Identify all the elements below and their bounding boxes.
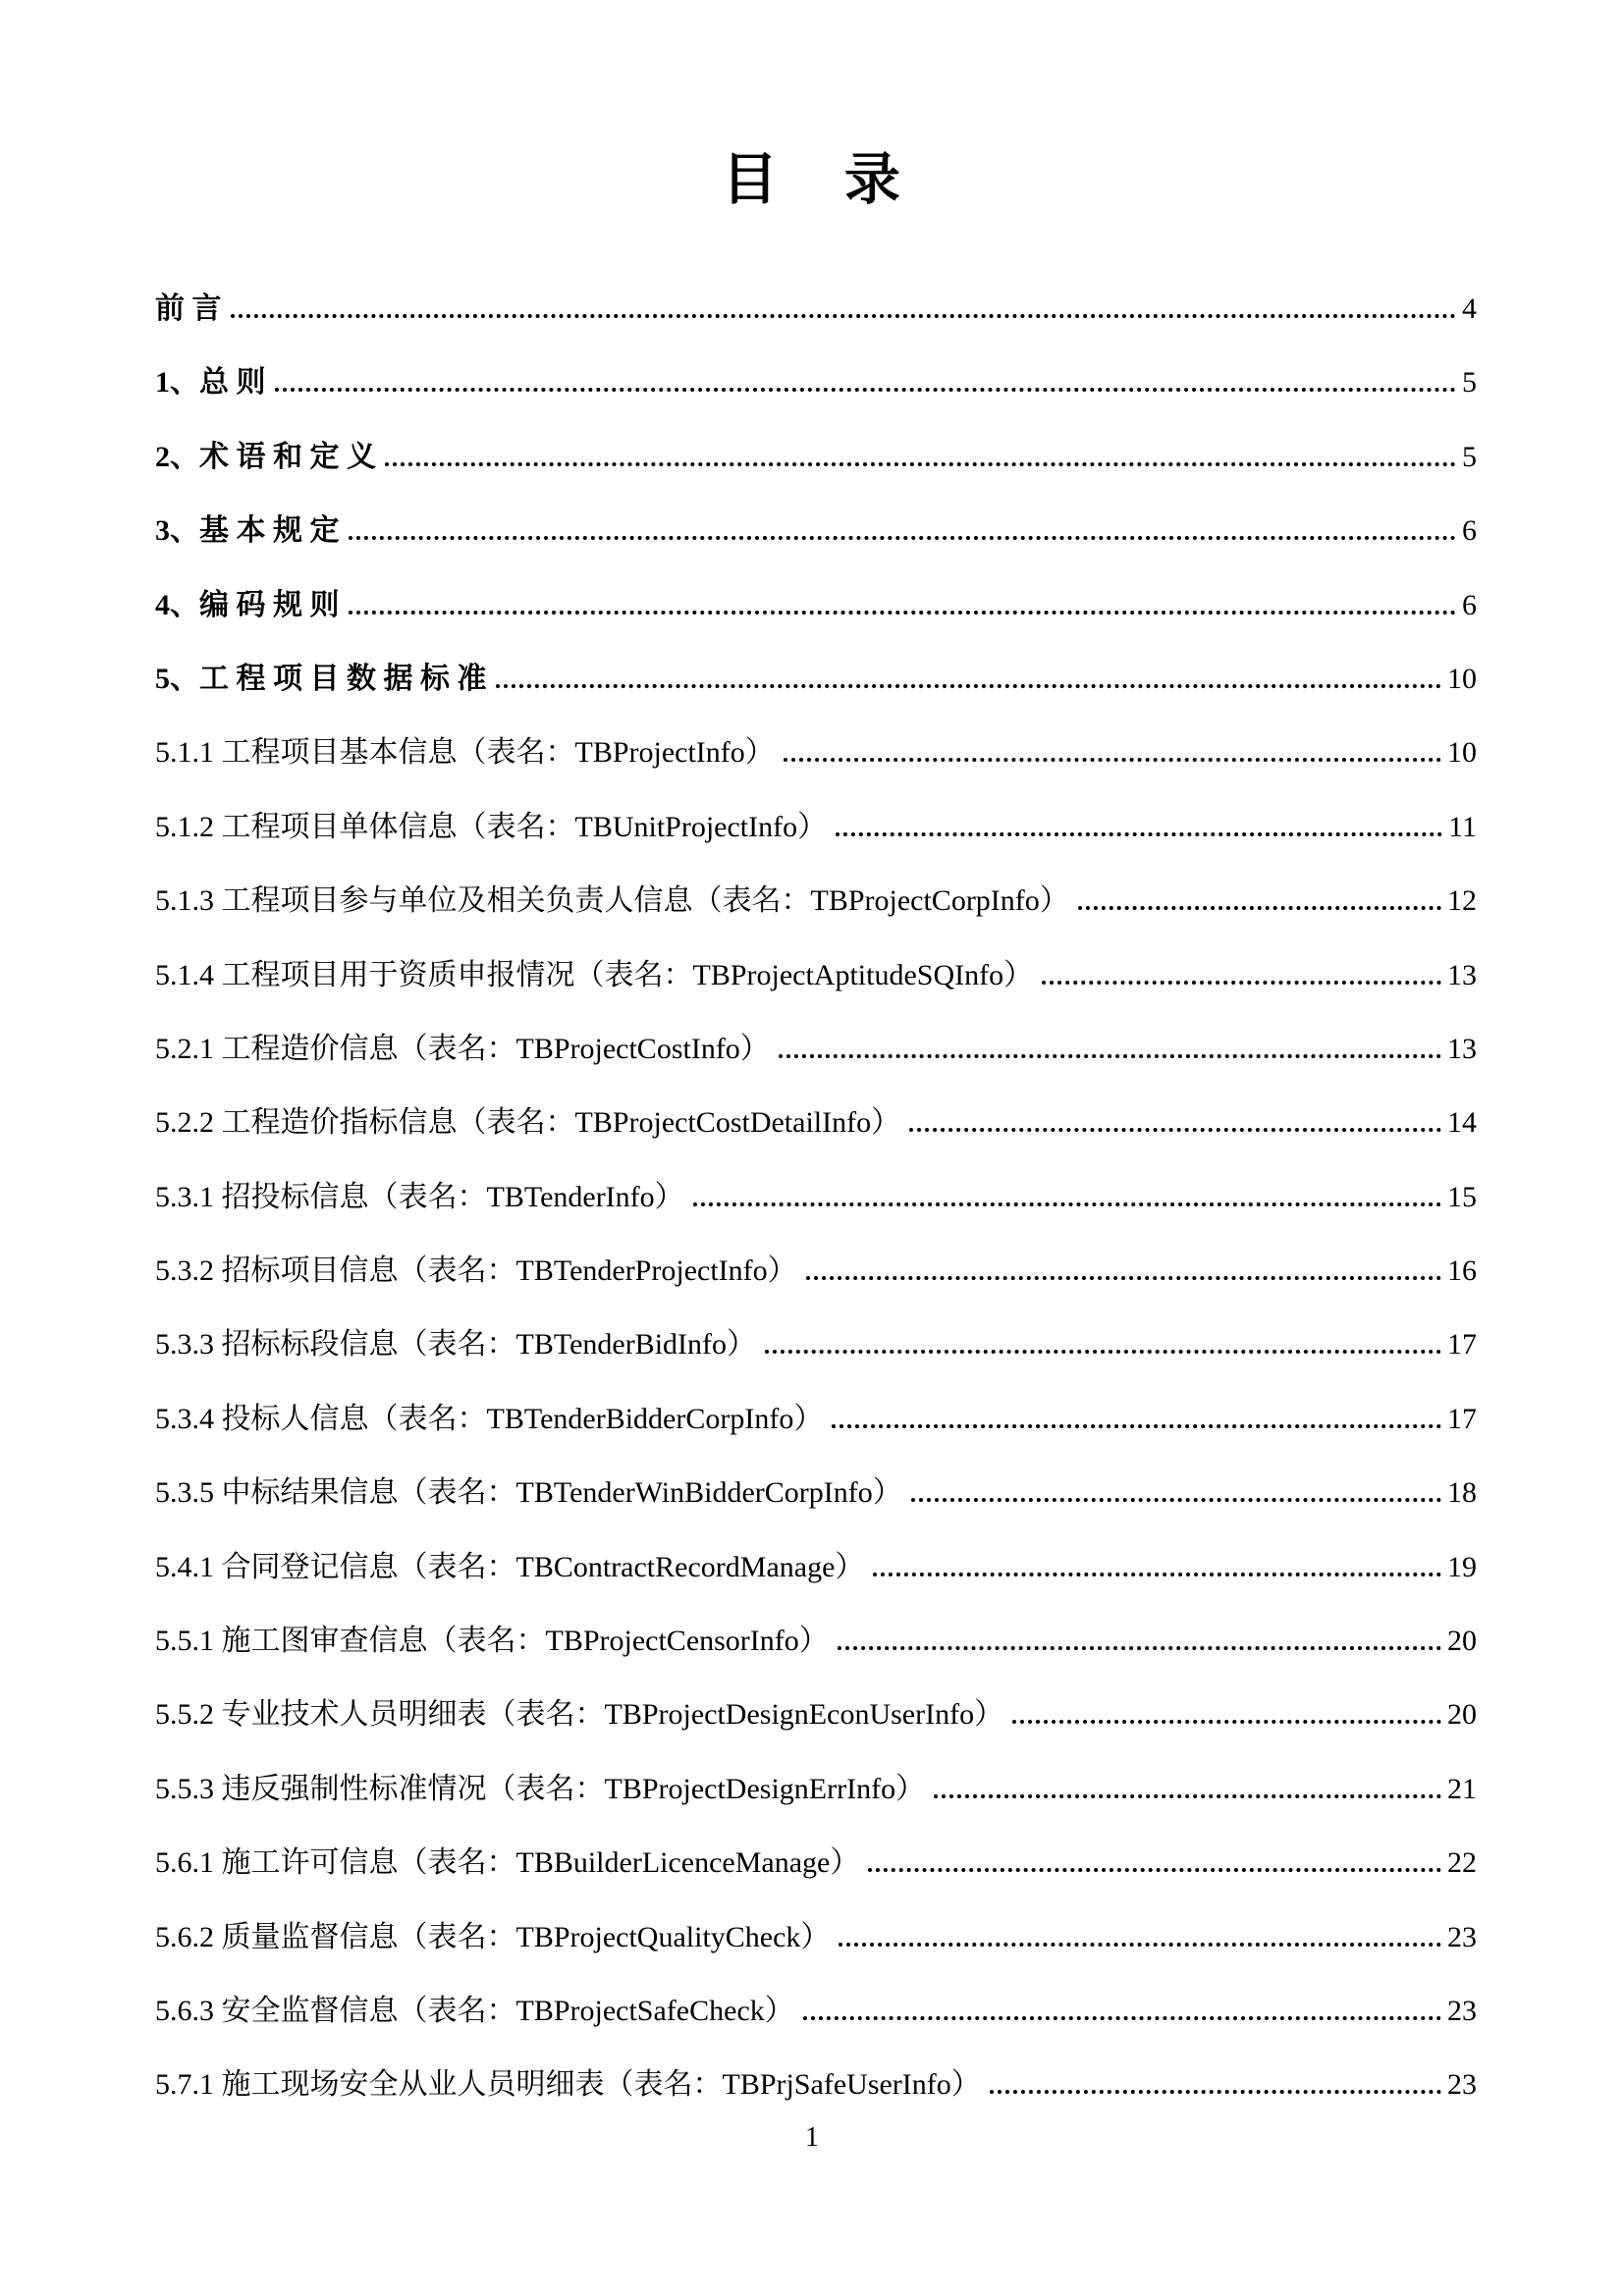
toc-entry-label: 5.3.1 招投标信息（表名：TBTenderInfo） [155, 1180, 684, 1213]
toc-entry[interactable] [155, 1014, 1477, 1088]
toc-entry[interactable] [155, 1088, 1477, 1161]
dot-leader [873, 1569, 1441, 1576]
toc-entry-label: 5.1.2 工程项目单体信息（表名：TBUnitProjectInfo） [155, 810, 828, 843]
toc-entry[interactable] [155, 940, 1477, 1014]
dot-leader [934, 1790, 1441, 1798]
toc-entry[interactable] [155, 1458, 1477, 1531]
toc-entry[interactable] [155, 347, 1477, 421]
toc-entry[interactable] [155, 1236, 1477, 1309]
toc-entry-label: 4、编 码 规 则 [155, 588, 340, 621]
dot-leader [832, 1420, 1441, 1428]
dot-leader [836, 828, 1442, 836]
toc-entry-label: 5.3.5 中标结果信息（表名：TBTenderWinBidderCorpInfo） [155, 1476, 902, 1510]
toc-entry-label: 5.1.1 工程项目基本信息（表名：TBProjectInfo） [155, 736, 775, 770]
toc-entry-label: 5.3.3 招标标段信息（表名：TBTenderBidInfo） [155, 1328, 757, 1362]
toc-entry-page-number: 19 [1447, 1550, 1477, 1583]
dot-leader [839, 1939, 1441, 1947]
table-of-contents [155, 274, 1477, 2124]
toc-entry-label: 5.6.2 质量监督信息（表名：TBProjectQualityCheck） [155, 1920, 831, 1953]
toc-entry-page-number: 13 [1447, 1032, 1477, 1065]
dot-leader [868, 1864, 1441, 1872]
toc-entry-page-number: 21 [1447, 1772, 1477, 1805]
dot-leader [231, 310, 1457, 318]
toc-entry-page-number: 15 [1447, 1180, 1477, 1213]
toc-entry-label: 5.6.1 施工许可信息（表名：TBBuilderLicenceManage） [155, 1846, 860, 1880]
toc-entry[interactable] [155, 1309, 1477, 1383]
toc-entry-page-number: 17 [1447, 1328, 1477, 1362]
toc-entry-page-number: 18 [1447, 1476, 1477, 1510]
dot-leader [784, 754, 1441, 762]
toc-entry-label: 5.2.2 工程造价指标信息（表名：TBProjectCostDetailInfo） [155, 1106, 901, 1140]
toc-entry[interactable] [155, 496, 1477, 569]
dot-leader [349, 607, 1457, 614]
toc-entry[interactable] [155, 1162, 1477, 1236]
toc-entry[interactable] [155, 1976, 1477, 2050]
toc-entry-label: 5.3.2 招标项目信息（表名：TBTenderProjectInfo） [155, 1255, 797, 1288]
toc-entry-label: 5.2.1 工程造价信息（表名：TBProjectCostInfo） [155, 1032, 770, 1065]
toc-entry[interactable] [155, 1532, 1477, 1606]
dot-leader [496, 680, 1442, 688]
toc-entry[interactable] [155, 644, 1477, 718]
toc-entry[interactable] [155, 570, 1477, 644]
toc-entry-page-number: 16 [1447, 1255, 1477, 1288]
toc-entry-page-number: 23 [1447, 1994, 1477, 2027]
toc-entry-label: 3、基 本 规 定 [155, 514, 340, 548]
toc-entry-page-number: 14 [1447, 1106, 1477, 1140]
dot-leader [349, 532, 1457, 540]
dot-leader [1078, 902, 1441, 910]
toc-entry[interactable] [155, 792, 1477, 866]
toc-entry[interactable] [155, 274, 1477, 347]
toc-entry-label: 5.7.1 施工现场安全从业人员明细表（表名：TBPrjSafeUserInfo） [155, 2068, 981, 2102]
toc-entry-label: 5.1.3 工程项目参与单位及相关负责人信息（表名：TBProjectCorpInfo） [155, 884, 1069, 918]
toc-entry-page-number: 23 [1447, 1920, 1477, 1953]
toc-entry-page-number: 11 [1448, 810, 1477, 843]
toc-entry-label: 1、总 则 [155, 366, 266, 400]
toc-entry-page-number: 17 [1447, 1402, 1477, 1435]
dot-leader [779, 1050, 1441, 1058]
dot-leader [909, 1124, 1441, 1132]
toc-entry[interactable] [155, 1902, 1477, 1976]
dot-leader [911, 1494, 1441, 1502]
toc-entry[interactable] [155, 1828, 1477, 1901]
toc-entry-label: 5.5.3 违反强制性标准情况（表名：TBProjectDesignErrInfo） [155, 1772, 926, 1805]
toc-entry-page-number: 10 [1447, 736, 1477, 770]
dot-leader [693, 1199, 1441, 1206]
dot-leader [990, 2086, 1441, 2094]
toc-entry-page-number: 20 [1447, 1698, 1477, 1732]
dot-leader [275, 384, 1457, 392]
toc-entry[interactable] [155, 2050, 1477, 2123]
toc-entry-page-number: 13 [1447, 958, 1477, 991]
toc-entry[interactable] [155, 1606, 1477, 1680]
dot-leader [838, 1642, 1441, 1650]
toc-entry-page-number: 12 [1447, 884, 1477, 918]
toc-entry-page-number: 4 [1462, 293, 1477, 325]
toc-entry-label: 2、术 语 和 定 义 [155, 440, 376, 473]
dot-leader [1042, 977, 1441, 985]
toc-entry-page-number: 6 [1462, 588, 1477, 621]
toc-entry[interactable] [155, 718, 1477, 791]
toc-entry-label: 5、工 程 项 目 数 据 标 准 [155, 662, 487, 695]
dot-leader [765, 1346, 1441, 1354]
toc-entry-page-number: 23 [1447, 2068, 1477, 2102]
toc-entry-page-number: 6 [1462, 514, 1477, 548]
toc-entry-label: 5.4.1 合同登记信息（表名：TBContractRecordManage） [155, 1550, 865, 1583]
page-title: 目 录 [722, 148, 902, 211]
toc-entry-label: 5.3.4 投标人信息（表名：TBTenderBidderCorpInfo） [155, 1402, 824, 1435]
toc-entry-label: 5.5.2 专业技术人员明细表（表名：TBProjectDesignEconUserInfo） [155, 1698, 1004, 1732]
dot-leader [806, 1272, 1441, 1280]
toc-entry[interactable] [155, 422, 1477, 496]
toc-entry[interactable] [155, 1754, 1477, 1828]
toc-entry-label: 5.5.1 施工图审查信息（表名：TBProjectCensorInfo） [155, 1625, 829, 1658]
footer-page-number: 1 [805, 2122, 819, 2153]
dot-leader [803, 2012, 1441, 2020]
page-footer [0, 2122, 1624, 2154]
toc-entry-page-number: 22 [1447, 1846, 1477, 1880]
toc-entry-label: 5.1.4 工程项目用于资质申报情况（表名：TBProjectAptitudeSQInfo） [155, 958, 1034, 991]
toc-entry[interactable] [155, 1384, 1477, 1458]
toc-entry-page-number: 10 [1447, 662, 1477, 695]
toc-entry-page-number: 5 [1462, 366, 1477, 400]
toc-entry-page-number: 20 [1447, 1625, 1477, 1658]
toc-entry[interactable] [155, 1680, 1477, 1753]
dot-leader [1012, 1716, 1441, 1724]
toc-entry[interactable] [155, 866, 1477, 939]
dot-leader [385, 458, 1456, 466]
toc-entry-label: 5.6.3 安全监督信息（表名：TBProjectSafeCheck） [155, 1994, 794, 2027]
toc-entry-page-number: 5 [1462, 440, 1477, 473]
toc-entry-label: 前 言 [155, 293, 222, 325]
